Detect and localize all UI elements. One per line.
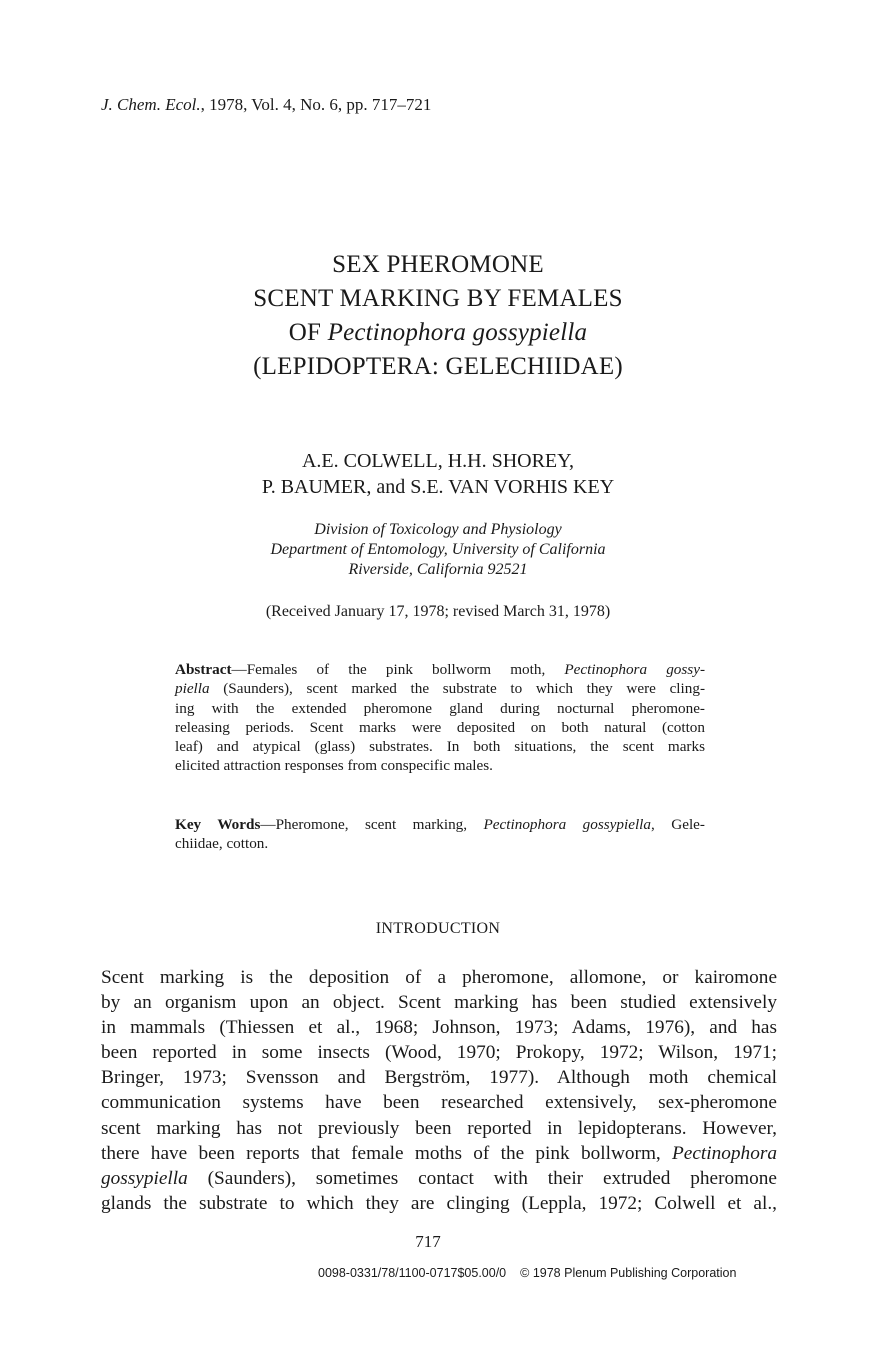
footer-copyright: © 1978 Plenum Publishing Corporation	[520, 1266, 737, 1280]
authors-line-2: P. BAUMER, and S.E. VAN VORHIS KEY	[261, 476, 615, 498]
abstract-line: releasing periods. Scent marks were deposited on both natural (cotton	[175, 718, 705, 736]
abstract-line	[175, 660, 705, 679]
citation-details: , 1978, Vol. 4, No. 6, pp. 717–721	[200, 95, 432, 114]
introduction-paragraph	[101, 965, 777, 1216]
authors-line-1: A.E. COLWELL, H.H. SHOREY,	[301, 450, 575, 472]
abstract-line: elicited attraction responses from conspecific males.	[175, 757, 493, 775]
body-line: communication systems have been researched extensively, sex-pheromone	[101, 1092, 777, 1114]
affiliation-line-1: Division of Toxicology and Physiology	[314, 521, 562, 538]
body-line: by an organism upon an object. Scent marking has been studied extensively	[101, 992, 777, 1014]
title-line-3-prefix: OF	[288, 319, 328, 346]
title-line-4: (LEPIDOPTERA: GELECHIIDAE)	[253, 353, 623, 380]
abstract-text: —Females of the pink bollworm moth,	[231, 661, 565, 678]
body-line: scent marking has not previously been reported in lepidopterans. However,	[101, 1117, 777, 1139]
title-line-1: SEX PHEROMONE	[332, 251, 544, 278]
journal-citation	[101, 95, 431, 115]
key-words-label: Key Words	[175, 816, 261, 833]
body-line: Scent marking is the deposition of a pheromone, allomone, or kairomone	[101, 967, 777, 988]
title-species-name: Pectinophora gossypiella	[327, 319, 588, 346]
title-line-2: SCENT MARKING BY FEMALES	[253, 285, 623, 312]
abstract-text: (Saunders), scent marked the substrate to which they were cling-	[209, 680, 705, 698]
body-text-segment: (Saunders), sometimes contact with their extruded pheromone	[187, 1167, 777, 1189]
affiliation-line-2: Department of Entomology, University of California	[270, 541, 606, 558]
key-words-text: , Gele-	[651, 816, 705, 833]
affiliation	[0, 520, 876, 580]
body-line: glands the substrate to which they are clinging (Leppla, 1972; Colwell et al.,	[101, 1192, 777, 1214]
abstract	[175, 660, 705, 776]
body-line	[101, 1141, 777, 1166]
body-species: gossypiella	[101, 1167, 188, 1189]
key-words-line	[175, 815, 705, 834]
title-line-3	[0, 316, 876, 350]
received-dates: (Received January 17, 1978; revised March 31, 1978)	[265, 603, 611, 620]
abstract-line	[175, 679, 705, 698]
body-line	[101, 1166, 777, 1191]
body-species: Pectinophora	[672, 1142, 777, 1164]
key-words-line: chiidae, cotton.	[175, 835, 269, 853]
key-words	[175, 815, 705, 854]
body-text-segment: there have been reports that female moths of the pink bollworm,	[101, 1142, 673, 1164]
abstract-label: Abstract	[175, 661, 232, 678]
key-words-text: —Pheromone, scent marking,	[260, 816, 484, 833]
author-list	[0, 448, 876, 500]
body-line: been reported in some insects (Wood, 1970; Prokopy, 1972; Wilson, 1971;	[101, 1042, 777, 1064]
key-words-species: Pectinophora gossypiella	[483, 816, 651, 833]
affiliation-line-3: Riverside, California 92521	[348, 561, 528, 578]
abstract-species: Pectinophora gossy-	[564, 661, 705, 678]
body-line: in mammals (Thiessen et al., 1968; Johnson, 1973; Adams, 1976), and has	[101, 1017, 777, 1039]
journal-name: J. Chem. Ecol.	[101, 95, 201, 114]
body-line: Bringer, 1973; Svensson and Bergström, 1977). Although moth chemical	[101, 1067, 777, 1089]
article-title	[0, 248, 876, 384]
abstract-line: ing with the extended pheromone gland during nocturnal pheromone-	[175, 699, 705, 717]
section-heading-introduction: INTRODUCTION	[375, 920, 501, 937]
footer-publication-info	[318, 1266, 736, 1280]
abstract-species: piella	[175, 680, 210, 698]
abstract-line: leaf) and atypical (glass) substrates. In both situations, the scent marks	[175, 738, 705, 756]
page-number: 717	[415, 1232, 441, 1251]
footer-code: 0098-0331/78/1100-0717$05.00/0	[318, 1266, 507, 1280]
